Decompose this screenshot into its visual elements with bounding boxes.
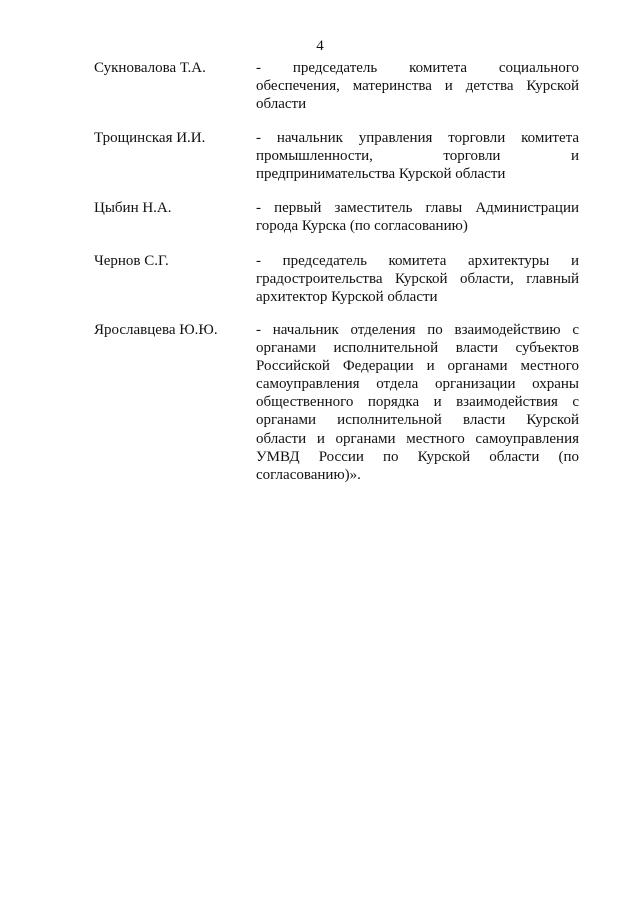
- role-line: - председатель комитета архитектуры и: [256, 253, 579, 269]
- role-line: органами исполнительной власти субъектов: [256, 340, 579, 357]
- member-name: Ярославцева Ю.Ю.: [94, 322, 218, 338]
- role-line: органами исполнительной власти Курской: [256, 412, 579, 429]
- member-name: Сукновалова Т.А.: [94, 60, 206, 76]
- member-role: [256, 199, 579, 235]
- role-line: предпринимательства Курской области: [256, 166, 506, 183]
- member-name: Трощинская И.И.: [94, 130, 206, 146]
- role-line: самоуправления отдела организации охраны: [256, 376, 579, 393]
- role-line: области: [256, 96, 307, 113]
- role-line: - председатель комитета социального: [256, 60, 579, 76]
- role-line: - начальник отделения по взаимодействию с: [256, 322, 579, 338]
- role-line: области и органами местного самоуправления: [256, 430, 579, 447]
- member-role: [256, 129, 579, 183]
- role-line: Российской Федерации и органами местного: [256, 358, 579, 375]
- role-line: - начальник управления торговли комитета: [256, 130, 579, 146]
- member-role: [256, 59, 579, 113]
- role-line: согласованию)».: [256, 466, 361, 483]
- role-line: УМВД России по Курской области (по: [256, 448, 579, 465]
- role-line: градостроительства Курской области, главный: [256, 271, 579, 288]
- role-line: общественного порядка и взаимодействия с: [256, 394, 579, 411]
- role-line: города Курска (по согласованию): [256, 218, 468, 235]
- page-number: 4: [316, 38, 324, 54]
- member-role: [256, 321, 579, 484]
- role-line: архитектор Курской области: [256, 289, 438, 306]
- member-name: Чернов С.Г.: [94, 253, 169, 269]
- role-line: - первый заместитель главы Администрации: [256, 200, 579, 216]
- role-line: промышленности, торговли и: [256, 148, 579, 165]
- role-line: обеспечения, материнства и детства Курской: [256, 78, 579, 95]
- member-role: [256, 252, 579, 306]
- member-name: Цыбин Н.А.: [94, 200, 172, 216]
